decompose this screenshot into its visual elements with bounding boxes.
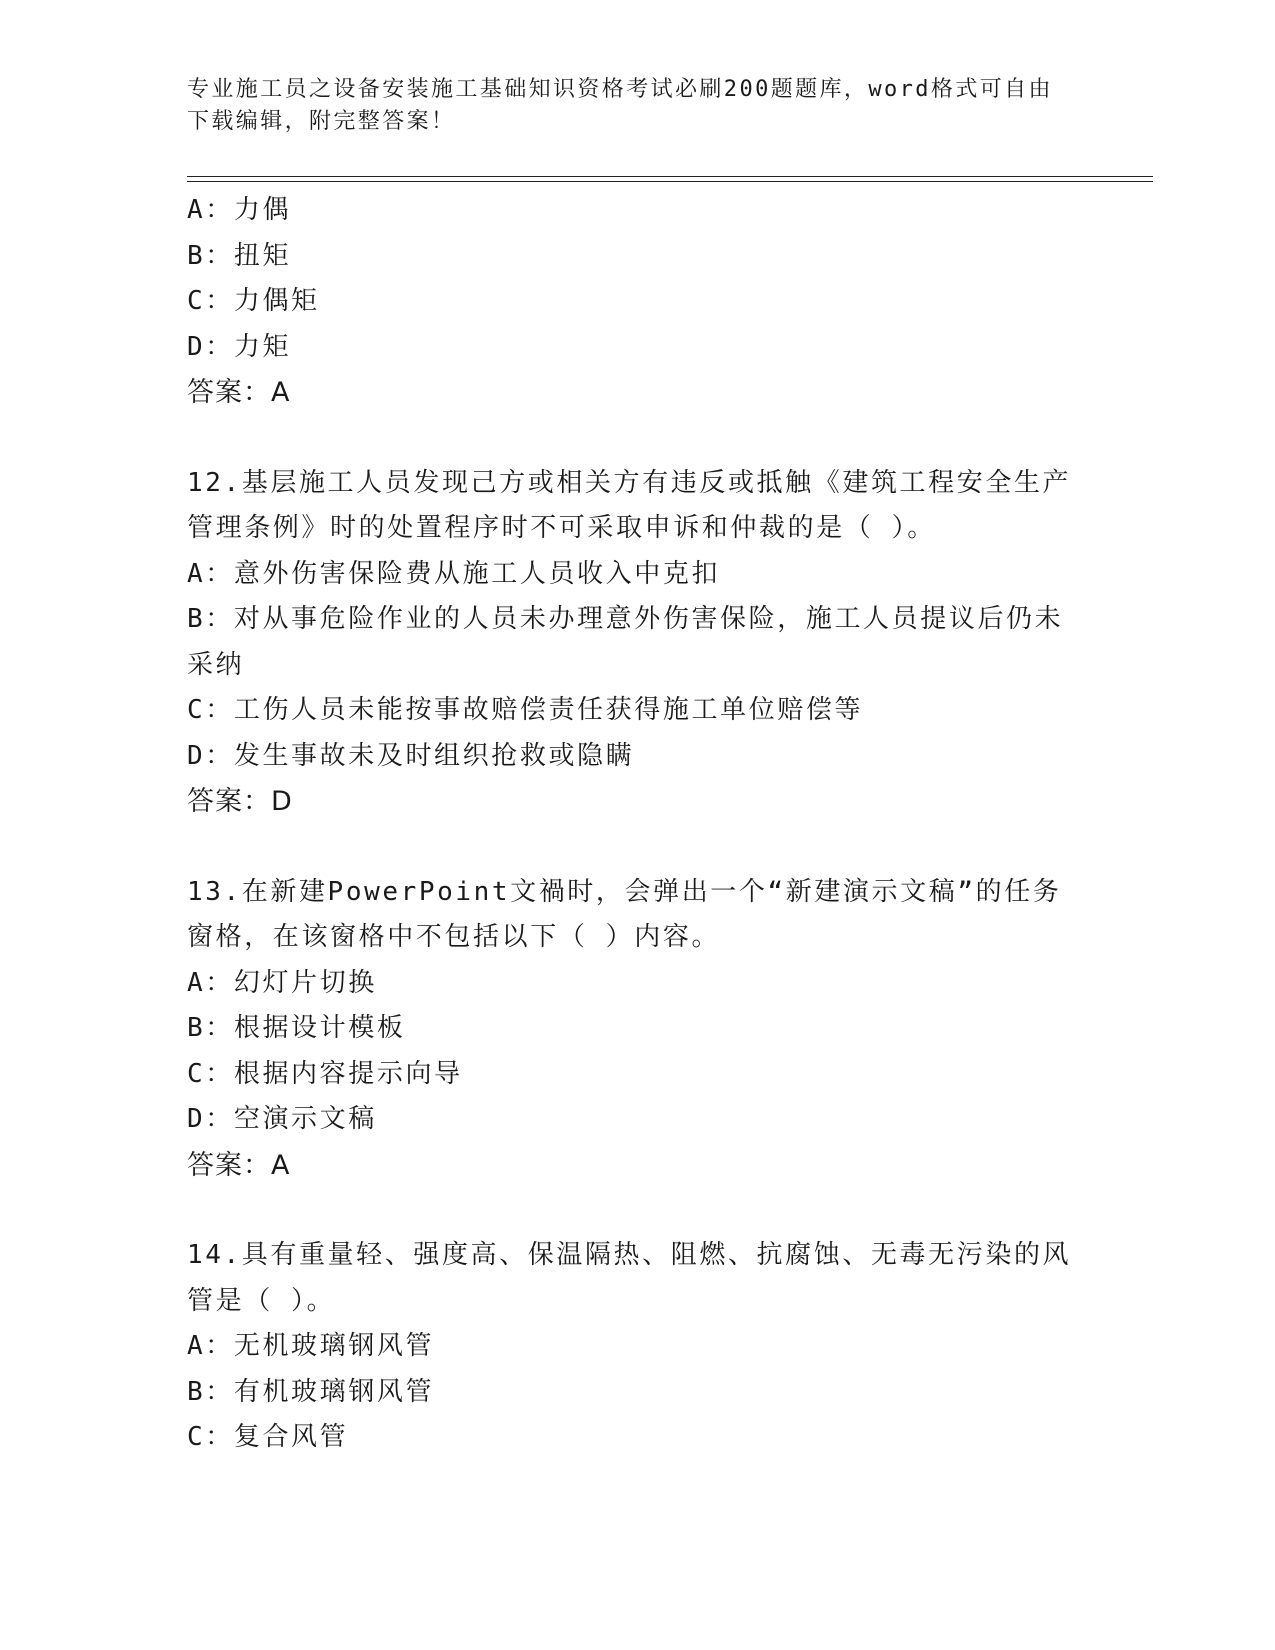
option-b: B：有机玻璃钢风管 [187,1376,435,1407]
question-14-block [187,1233,1072,1461]
question-list [187,188,1072,1461]
question-12-stem-line-2: 管理条例》时的处置程序时不可采取申诉和仲裁的是（ ）。 [187,513,936,543]
option-c: C：复合风管 [187,1422,349,1452]
option-a: A：意外伤害保险费从施工人员收入中克扣 [187,558,721,589]
answer-label: 答案：A [187,377,291,408]
question-13-block [187,870,1067,1189]
option-c: C：根据内容提示向导 [187,1058,463,1089]
option-c: C：工伤人员未能按事故赔偿责任获得施工单位赔偿等 [187,695,864,725]
question-12-block [187,461,1072,825]
option-b-line-1: B：对从事危险作业的人员未办理意外伤害保险，施工人员提议后仍未 [187,604,1064,634]
question-14-stem-line-1: 14.具有重量轻、强度高、保温隔热、阻燃、抗腐蚀、无毒无污染的风 [187,1240,1072,1270]
question-13-stem-line-2: 窗格，在该窗格中不包括以下（ ）内容。 [187,922,721,952]
answer-label: 答案：D [187,786,293,817]
answer-label: 答案：A [187,1149,291,1181]
option-a: A：无机玻璃钢风管 [187,1331,435,1361]
header-divider-bottom [187,181,1153,182]
spacer [187,1188,1067,1233]
option-b: B：扭矩 [187,240,292,271]
previous-question-block [187,188,1067,416]
header-divider-top [187,176,1153,177]
option-b-line-2: 采纳 [187,649,245,680]
header-line-2: 下载编辑，附完整答案！ [187,109,456,134]
spacer [187,825,1067,870]
option-d: D：力矩 [187,331,292,362]
header-line-1: 专业施工员之设备安装施工基础知识资格考试必刷200题题库，word格式可自由 [187,77,1053,102]
option-a: A：力偶 [187,195,292,225]
option-a: A：幻灯片切换 [187,967,377,998]
question-12-stem-line-1: 12.基层施工人员发现己方或相关方有违反或抵触《建筑工程安全生产 [187,467,1072,498]
option-d: D：发生事故未及时组织抢救或隐瞒 [187,740,635,771]
option-c: C：力偶矩 [187,286,320,316]
document-header [187,74,1067,138]
spacer [187,416,1067,461]
option-b: B：根据设计模板 [187,1013,406,1043]
question-13-stem-line-1: 13.在新建PowerPoint文禍时，会弹出一个“新建演示文稿”的任务 [187,876,1062,907]
option-d: D：空演示文稿 [187,1104,377,1134]
question-14-stem-line-2: 管是（ ）。 [187,1285,336,1316]
